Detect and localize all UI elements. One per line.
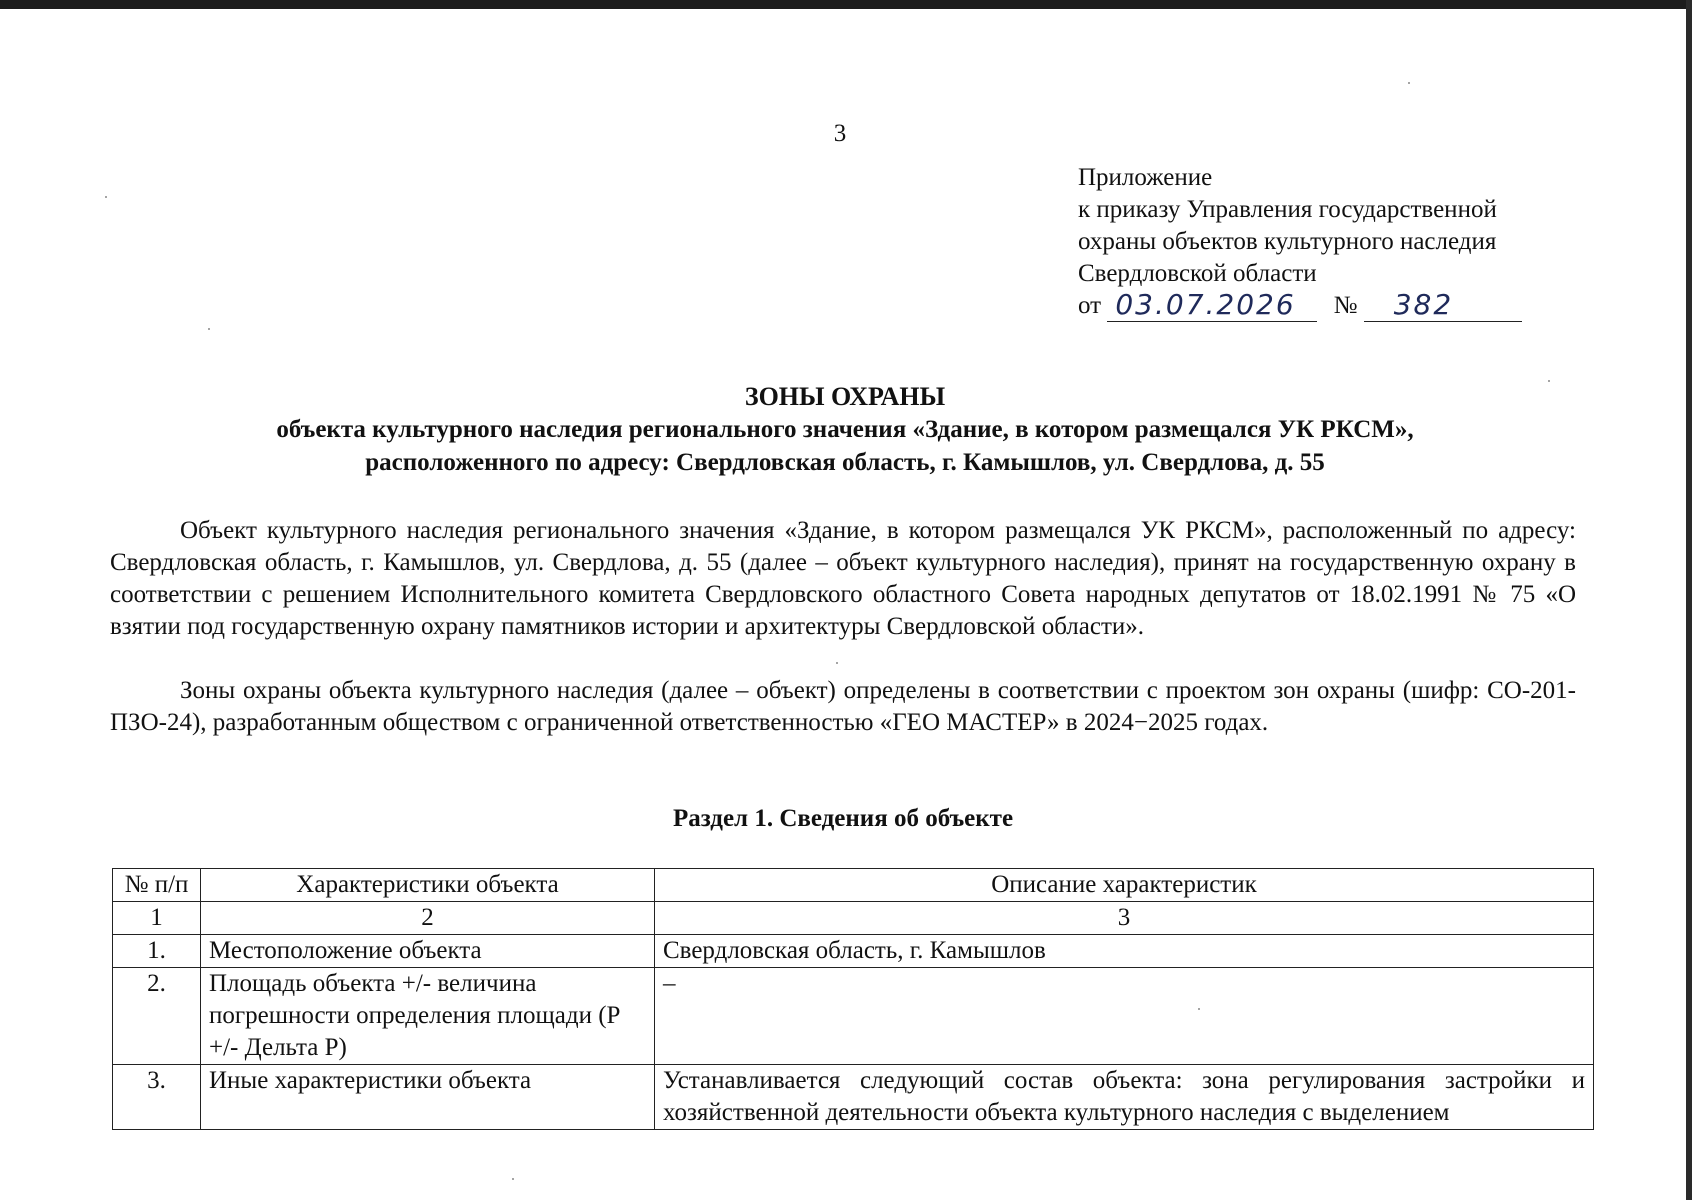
row-description: Свердловская область, г. Камышлов	[655, 935, 1594, 968]
date-field	[1107, 288, 1317, 322]
row-number: 2.	[113, 968, 201, 1065]
from-label: от	[1078, 292, 1102, 319]
section-heading: Раздел 1. Сведения об объекте	[672, 805, 1014, 832]
row-characteristic: Площадь объекта +/- величина погрешности определения площади (Р +/- Дельта Р)	[201, 968, 655, 1065]
scan-speck	[1408, 82, 1410, 84]
scan-speck	[105, 196, 107, 198]
scan-top-border	[0, 0, 1692, 9]
row-number: 1.	[113, 935, 201, 968]
numbering-cell: 1	[113, 902, 201, 935]
row-description: –	[655, 968, 1594, 1065]
number-field	[1364, 288, 1522, 322]
appendix-line-2: к приказу Управления государственной	[1078, 196, 1497, 223]
scan-speck	[1548, 380, 1550, 382]
appendix-date-line	[1078, 290, 1598, 322]
page-number: 3	[833, 120, 847, 147]
paragraph-2	[110, 675, 1576, 739]
row-characteristic: Местоположение объекта	[201, 935, 655, 968]
handwritten-number: 382	[1393, 288, 1454, 321]
appendix-block	[1078, 162, 1598, 322]
scan-speck	[836, 662, 838, 664]
table-row	[113, 935, 1594, 968]
table-numbering-row	[113, 902, 1594, 935]
paragraph-1	[110, 515, 1576, 643]
title-line-3: расположенного по адресу: Свердловская область, г. Камышлов, ул. Свердлова, д. 55	[365, 449, 1325, 476]
table-header-row	[113, 869, 1594, 902]
scan-right-border	[1686, 0, 1692, 1200]
table-row	[113, 1065, 1594, 1130]
header-description: Описание характеристик	[655, 869, 1594, 902]
numbering-cell: 3	[655, 902, 1594, 935]
title-line-1: ЗОНЫ ОХРАНЫ	[744, 382, 946, 411]
paragraph-2-text: Зоны охраны объекта культурного наследия (далее – объект) определены в соответствии с проектом зон охраны (шифр: СО-201-ПЗО-24), разработанным обществом с ограниченной ответственностью «ГЕО МАСТЕР» в 2024−2025 годах.	[110, 677, 1576, 736]
document-title	[110, 380, 1580, 479]
handwritten-date: 03.07.2026	[1115, 288, 1296, 321]
row-number: 3.	[113, 1065, 201, 1130]
appendix-line-3: охраны объектов культурного наследия	[1078, 228, 1497, 255]
header-number: № п/п	[113, 869, 201, 902]
scan-speck	[1198, 1008, 1200, 1010]
scan-speck	[512, 1178, 514, 1180]
row-description: Устанавливается следующий состав объекта: зона регулирования застройки и хозяйственной деятельности объекта культурного наследия с выделением	[655, 1065, 1594, 1130]
paragraph-1-text: Объект культурного наследия регионального значения «Здание, в котором размещался УК РКСМ», расположенный по адресу: Свердловская область, г. Камышлов, ул. Свердлова, д. 55 (далее – объект культурного наследия), принят на государственную охрану в соответствии с решением Исполнительного комитета Свердловского областного Совета народных депутатов от 18.02.1991 № 75 «О взятии под государственную охрану памятников истории и архитектуры Свердловской области».	[110, 517, 1576, 640]
characteristics-table	[112, 868, 1594, 1130]
header-characteristics: Характеристики объекта	[201, 869, 655, 902]
scan-speck	[208, 328, 210, 330]
numbering-cell: 2	[201, 902, 655, 935]
title-line-2: объекта культурного наследия регионального значения «Здание, в котором размещался УК РКСМ»,	[276, 416, 1414, 443]
table-row	[113, 968, 1594, 1065]
appendix-line-4: Свердловской области	[1078, 260, 1317, 287]
number-label: №	[1333, 292, 1358, 319]
appendix-line-1: Приложение	[1078, 164, 1213, 191]
row-characteristic: Иные характеристики объекта	[201, 1065, 655, 1130]
